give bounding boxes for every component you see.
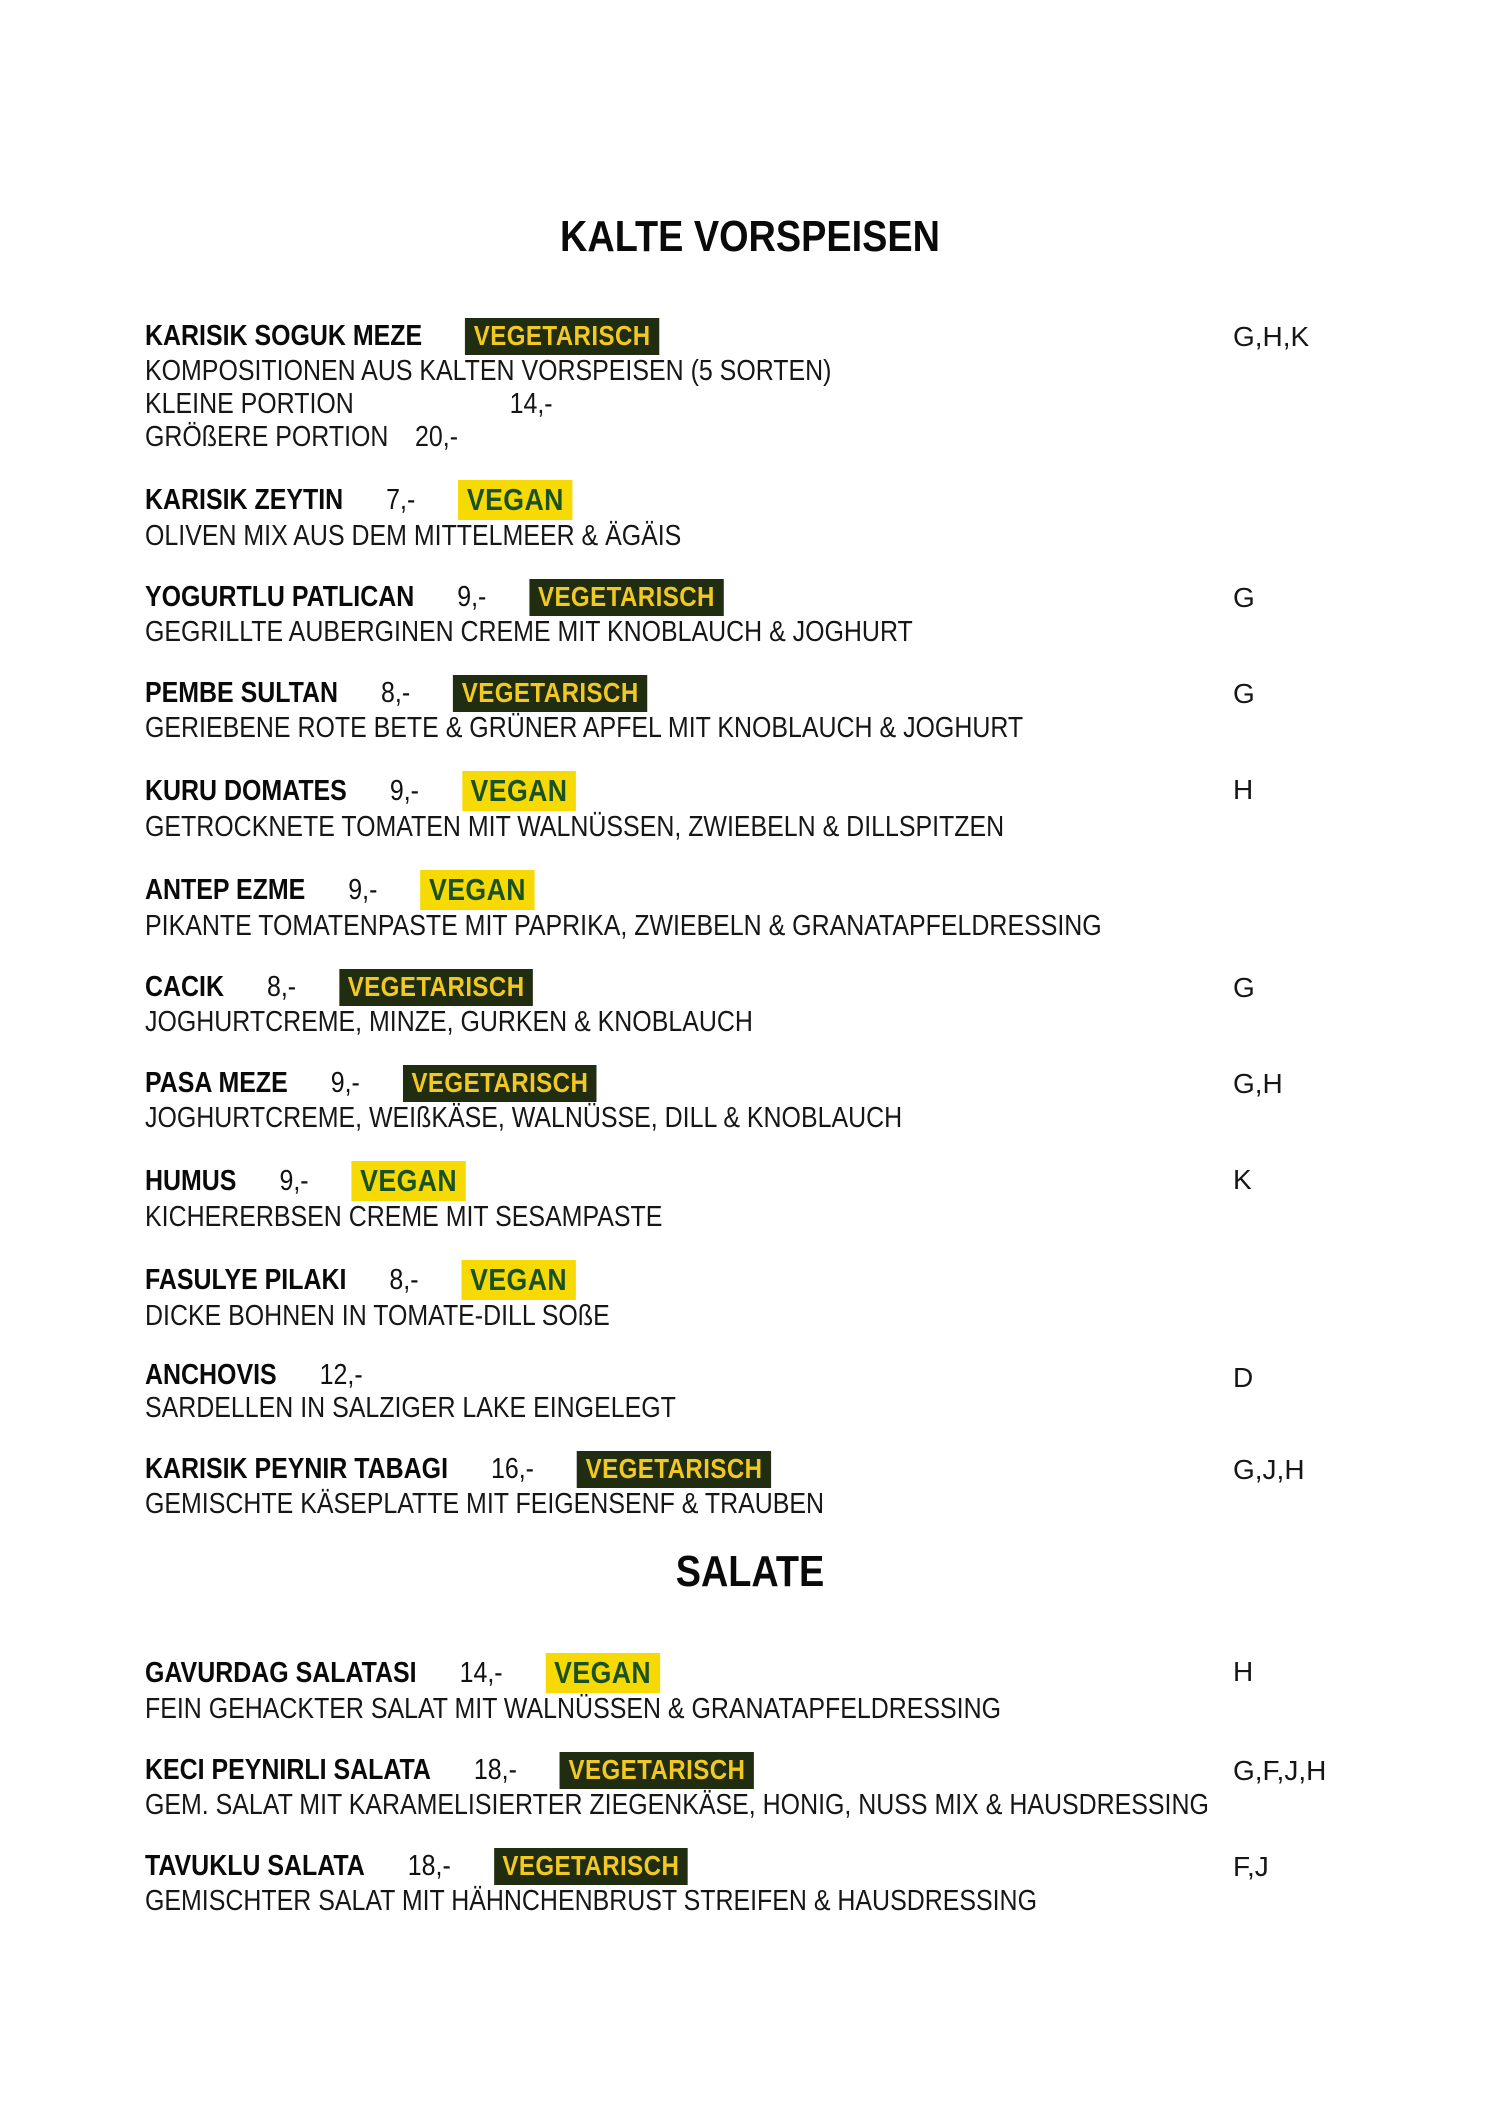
allergen-codes: H [1233,774,1254,805]
item-name: HUMUS [145,1164,237,1197]
menu-item-head [145,1752,1392,1789]
item-price: 9,- [457,581,487,613]
menu-item-text [145,675,1392,745]
allergen-codes: G [1233,678,1255,709]
allergen-codes: D [1233,1362,1254,1393]
menu-item-text [145,870,1392,943]
menu-item [145,771,1355,844]
menu-item-text [145,579,1392,649]
menu-item-head [145,1161,1392,1201]
diet-badge-vegetarisch: VEGETARISCH [339,969,533,1006]
menu-item-head [145,1653,1392,1693]
allergen-codes: G,J,H [1233,1454,1305,1485]
item-description: PIKANTE TOMATENPASTE MIT PAPRIKA, ZWIEBELN & GRANATAPFELDRESSING [145,910,1102,942]
item-description: DICKE BOHNEN IN TOMATE-DILL SOßE [145,1300,610,1332]
diet-badge-vegan: VEGAN [458,480,572,520]
menu-content [145,212,1355,1944]
item-name: CACIK [145,971,224,1003]
item-description: GEMISCHTER SALAT MIT HÄHNCHENBRUST STREIFEN & HAUSDRESSING [145,1885,1037,1917]
diet-badge-vegan: VEGAN [420,870,534,910]
item-description: JOGHURTCREME, WEIßKÄSE, WALNÜSSE, DILL & KNOBLAUCH [145,1102,903,1134]
portion-option [145,421,1392,454]
menu-item [145,1260,1355,1333]
item-description: GEM. SALAT MIT KARAMELISIERTER ZIEGENKÄSE, HONIG, NUSS MIX & HAUSDRESSING [145,1789,1209,1821]
diet-badge-vegan: VEGAN [462,771,576,811]
menu-item-head [145,1260,1392,1300]
menu-item-text [145,1260,1392,1333]
item-description: SARDELLEN IN SALZIGER LAKE EINGELEGT [145,1392,676,1424]
item-price: 7,- [386,483,416,516]
menu-item [145,1161,1355,1234]
menu-item-head [145,870,1392,910]
menu-item-text [145,1848,1392,1918]
diet-badge-vegetarisch: VEGETARISCH [465,318,659,355]
menu-item-text [145,1359,1392,1425]
item-price: 9,- [389,774,419,807]
menu-item-text [145,1161,1392,1234]
diet-badge-vegetarisch: VEGETARISCH [529,579,723,616]
item-price: 8,- [381,677,411,709]
item-description: KICHERERBSEN CREME MIT SESAMPASTE [145,1201,663,1233]
menu-item-head [145,675,1392,712]
section-title: KALTE VORSPEISEN [560,212,940,261]
item-name: PASA MEZE [145,1067,288,1099]
allergen-codes: K [1233,1164,1252,1195]
menu-item-text [145,771,1392,844]
item-price: 8,- [266,971,297,1003]
menu-item [145,1848,1355,1918]
menu-item-head [145,1359,1392,1392]
menu-item [145,1065,1355,1135]
item-name: FASULYE PILAKI [145,1263,347,1296]
menu-item-text [145,480,1392,553]
menu-item-head [145,771,1392,811]
item-price: 18,- [407,1850,451,1882]
menu-item [145,1752,1355,1822]
menu-item [145,870,1355,943]
diet-badge-vegan: VEGAN [462,1260,576,1300]
diet-badge-vegetarisch: VEGETARISCH [560,1752,754,1789]
item-price: 18,- [473,1754,517,1786]
diet-badge-vegetarisch: VEGETARISCH [403,1065,597,1102]
allergen-codes: G [1233,582,1255,613]
menu-item [145,969,1355,1039]
menu-item [145,675,1355,745]
item-description: GEMISCHTE KÄSEPLATTE MIT FEIGENSENF & TRAUBEN [145,1488,825,1520]
item-name: PEMBE SULTAN [145,677,339,709]
item-name: KURU DOMATES [145,774,347,807]
item-description: KOMPOSITIONEN AUS KALTEN VORSPEISEN (5 SORTEN) [145,355,832,387]
item-description: FEIN GEHACKTER SALAT MIT WALNÜSSEN & GRANATAPFELDRESSING [145,1693,1001,1725]
menu-item-text [145,1065,1392,1135]
menu-item [145,1653,1355,1726]
allergen-codes: F,J [1233,1851,1269,1882]
item-name: KECI PEYNIRLI SALATA [145,1754,431,1786]
menu-item [145,318,1355,454]
item-name: TAVUKLU SALATA [145,1850,365,1882]
item-name: ANCHOVIS [145,1359,277,1391]
item-name: ANTEP EZME [145,873,306,906]
menu-item [145,1451,1355,1521]
menu-item-text [145,969,1392,1039]
menu-item-head [145,1065,1392,1102]
menu-item [145,480,1355,553]
menu-item-text [145,1653,1392,1726]
portion-option [145,388,1392,421]
diet-badge-vegetarisch: VEGETARISCH [494,1848,688,1885]
item-name: KARISIK PEYNIR TABAGI [145,1453,449,1485]
item-name: YOGURTLU PATLICAN [145,581,415,613]
item-price: 9,- [279,1164,309,1197]
allergen-codes: G [1233,972,1255,1003]
allergen-codes: G,H [1233,1068,1283,1099]
item-description: JOGHURTCREME, MINZE, GURKEN & KNOBLAUCH [145,1006,753,1038]
allergen-codes: H [1233,1656,1254,1687]
menu-item-head [145,969,1392,1006]
item-description: GETROCKNETE TOMATEN MIT WALNÜSSEN, ZWIEBELN & DILLSPITZEN [145,811,1005,843]
item-name: GAVURDAG SALATASI [145,1656,417,1689]
diet-badge-vegetarisch: VEGETARISCH [577,1451,771,1488]
menu-item-head [145,1848,1392,1885]
portion-price: 20,- [415,421,459,453]
diet-badge-vegetarisch: VEGETARISCH [453,675,647,712]
item-price: 16,- [491,1453,534,1485]
allergen-codes: G,H,K [1233,321,1310,352]
item-price: 9,- [348,873,378,906]
menu-item-text [145,1752,1392,1822]
menu-item-head [145,579,1392,616]
menu-item-head [145,480,1392,520]
item-price: 8,- [389,1263,419,1296]
item-price: 12,- [319,1359,363,1391]
item-description: GEGRILLTE AUBERGINEN CREME MIT KNOBLAUCH & JOGHURT [145,616,913,648]
menu-item-head [145,318,1392,355]
menu-item [145,579,1355,649]
diet-badge-vegan: VEGAN [352,1161,466,1201]
menu-item-head [145,1451,1392,1488]
item-name: KARISIK ZEYTIN [145,483,344,516]
allergen-codes: G,F,J,H [1233,1755,1327,1786]
item-name: KARISIK SOGUK MEZE [145,320,423,352]
menu-item [145,1359,1355,1425]
item-price: 14,- [459,1656,503,1689]
menu-item-text [145,1451,1392,1521]
section-title: SALATE [675,1547,825,1596]
item-description: GERIEBENE ROTE BETE & GRÜNER APFEL MIT KNOBLAUCH & JOGHURT [145,712,1024,744]
item-price: 9,- [330,1067,360,1099]
item-description: OLIVEN MIX AUS DEM MITTELMEER & ÄGÄIS [145,520,682,552]
portion-label: KLEINE PORTION [145,388,354,420]
portion-price: 14,- [509,388,553,420]
diet-badge-vegan: VEGAN [546,1653,660,1693]
menu-item-text [145,318,1392,454]
portion-label: GRÖßERE PORTION [145,421,389,453]
